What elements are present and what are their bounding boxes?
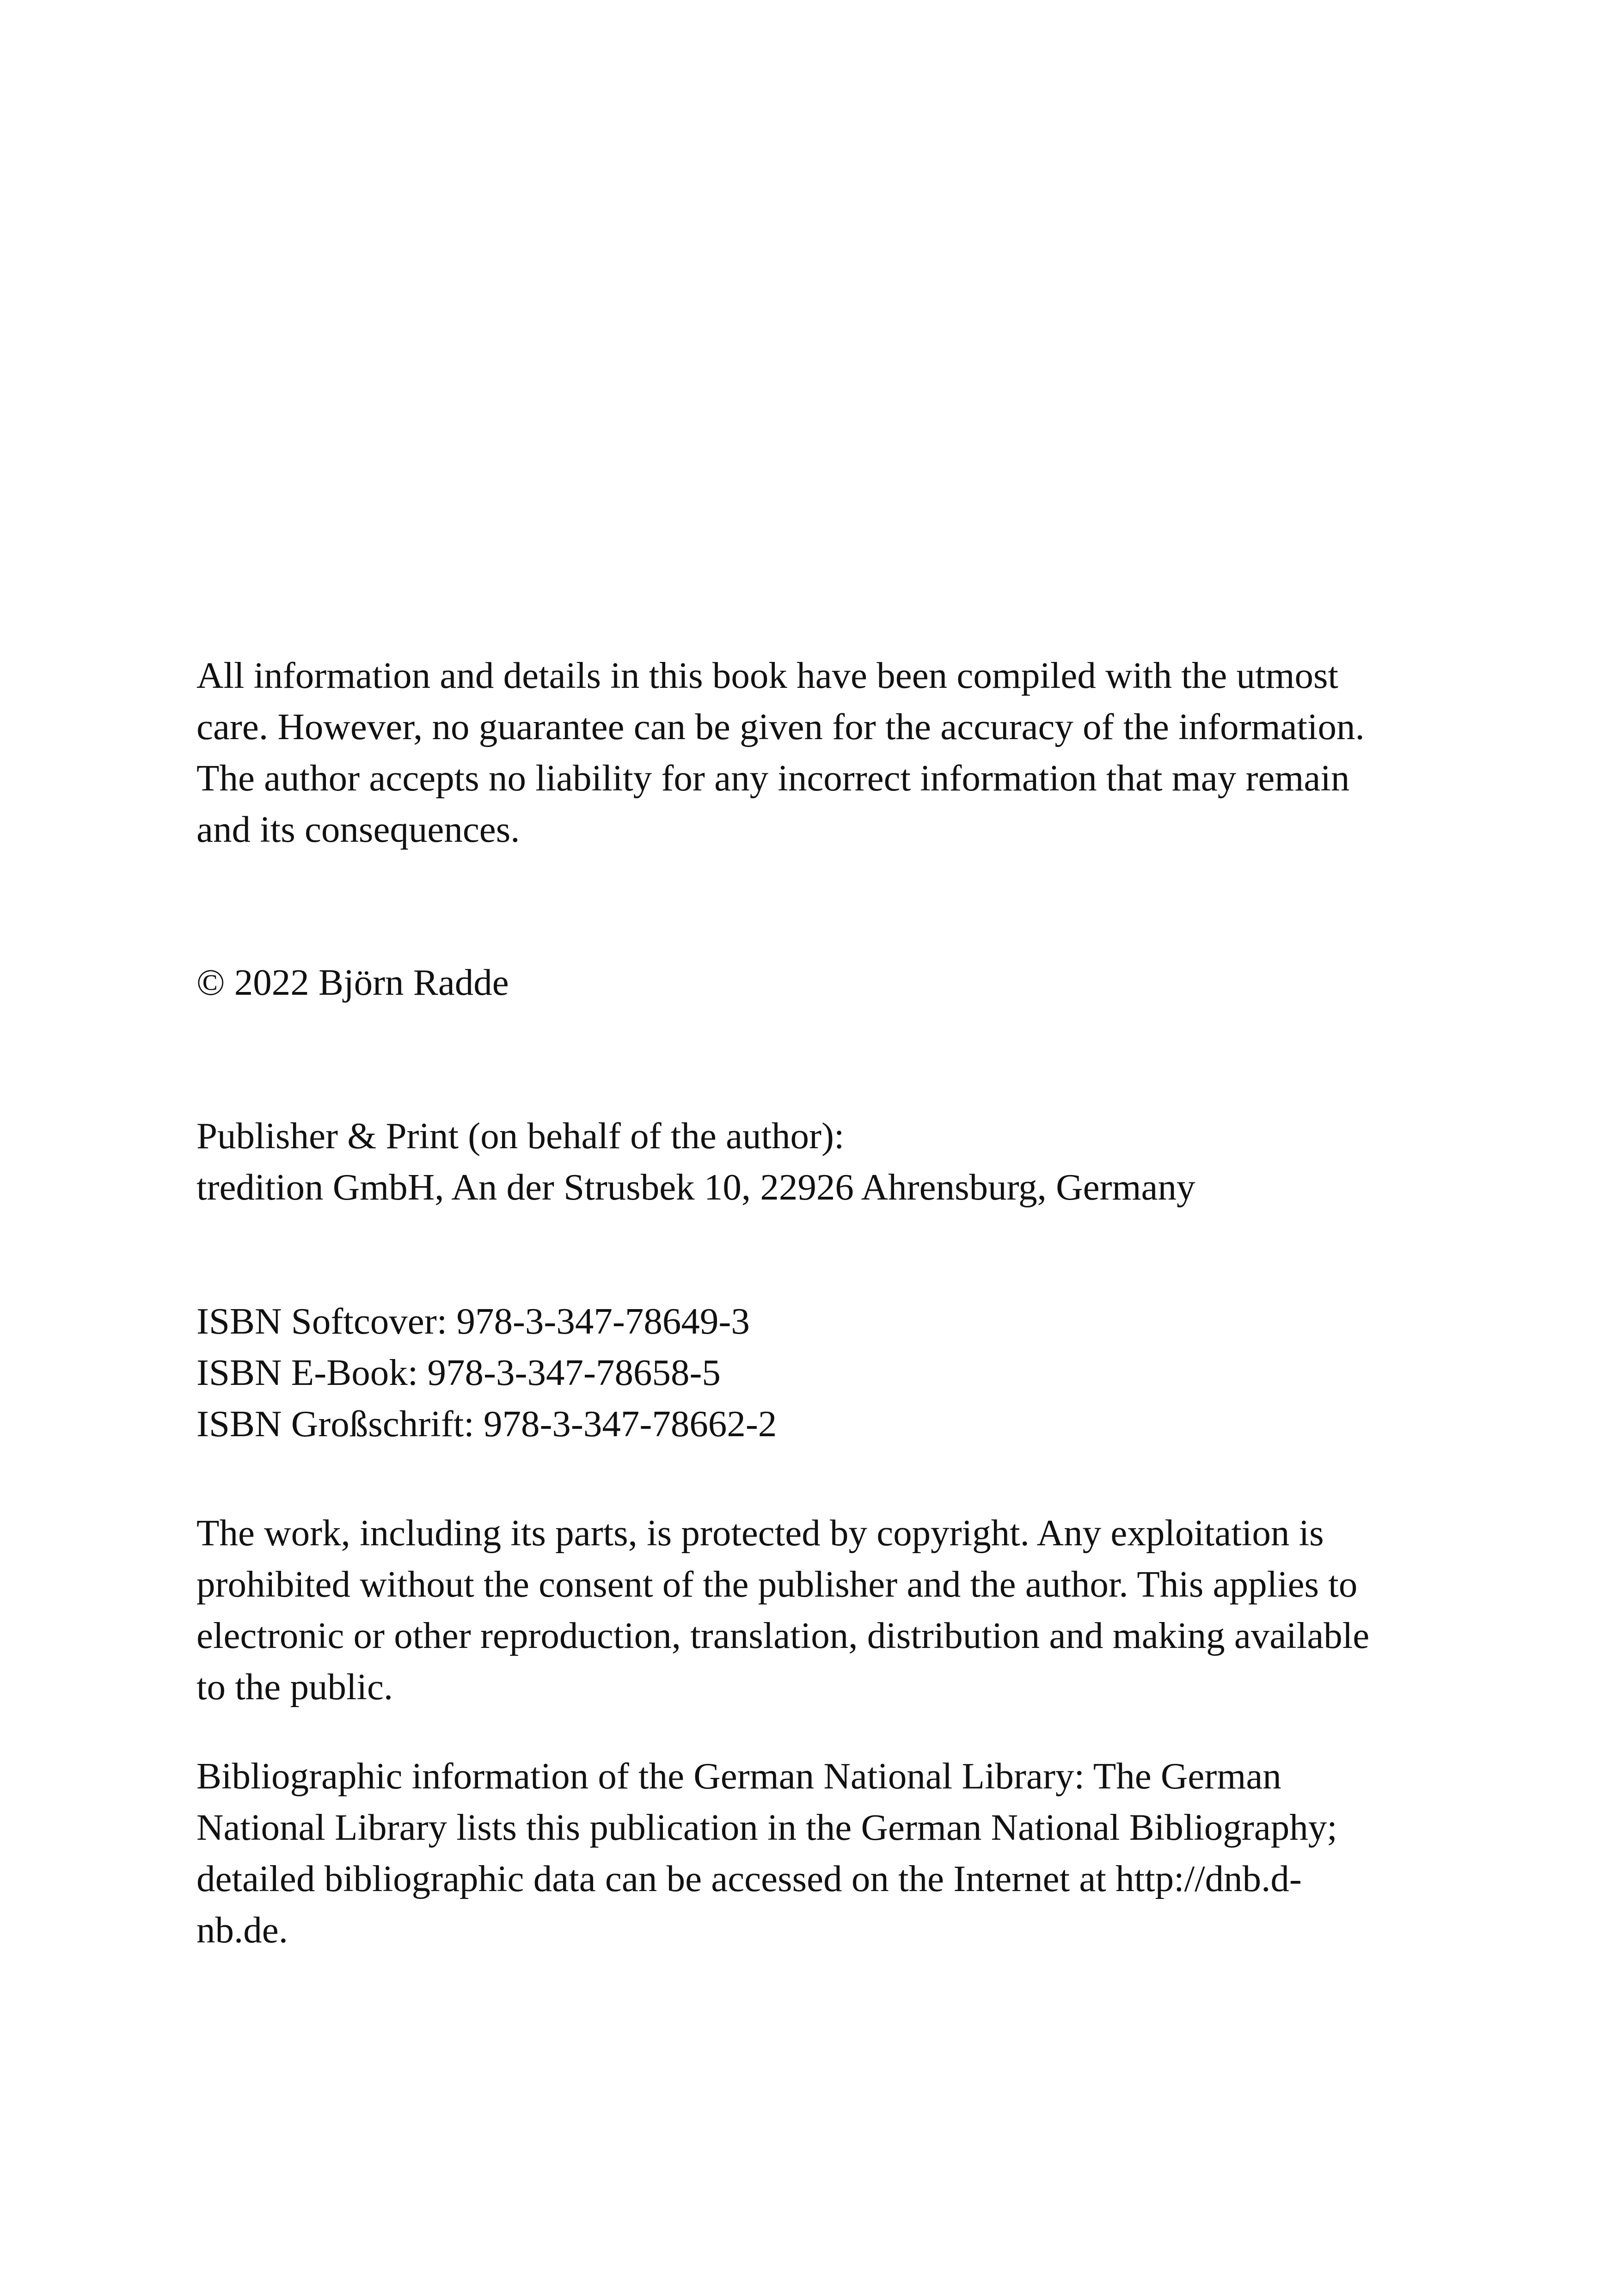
publisher-line: Publisher & Print (on behalf of the author):: [196, 1115, 845, 1157]
disclaimer-line: The author accepts no liability for any incorrect information that may remain: [196, 757, 1350, 799]
rights-line: The work, including its parts, is protected by copyright. Any exploitation is: [196, 1512, 1324, 1554]
isbn-list: [196, 1296, 1445, 1450]
publisher-address-line: tredition GmbH, An der Strusbek 10, 22926 Ahrensburg, Germany: [196, 1166, 1195, 1208]
rights-line: prohibited without the consent of the publisher and the author. This applies to: [196, 1563, 1358, 1605]
copyright-notice: [196, 957, 1445, 1008]
copyright-line: © 2022 Björn Radde: [196, 961, 509, 1003]
publisher-info: [196, 1110, 1445, 1213]
isbn-ebook: ISBN E-Book: 978-3-347-78658-5: [196, 1352, 721, 1393]
disclaimer-line: All information and details in this book have been compiled with the utmost: [196, 655, 1339, 696]
bibliographic-line: National Library lists this publication in the German National Bibliography;: [196, 1806, 1337, 1848]
disclaimer-line: care. However, no guarantee can be given for the accuracy of the information.: [196, 706, 1365, 747]
disclaimer-line: and its consequences.: [196, 808, 520, 850]
bibliographic-paragraph: [196, 1751, 1445, 1956]
rights-line: electronic or other reproduction, translation, distribution and making available: [196, 1615, 1370, 1656]
bibliographic-line: detailed bibliographic data can be accessed on the Internet at http://dnb.d-: [196, 1858, 1302, 1899]
isbn-softcover: ISBN Softcover: 978-3-347-78649-3: [196, 1300, 750, 1342]
bibliographic-line: nb.de.: [196, 1909, 288, 1951]
rights-line: to the public.: [196, 1666, 393, 1708]
bibliographic-line: Bibliographic information of the German National Library: The German: [196, 1755, 1281, 1797]
disclaimer-paragraph: [196, 650, 1445, 855]
isbn-large-print: ISBN Großschrift: 978-3-347-78662-2: [196, 1403, 777, 1445]
rights-paragraph: [196, 1507, 1445, 1713]
